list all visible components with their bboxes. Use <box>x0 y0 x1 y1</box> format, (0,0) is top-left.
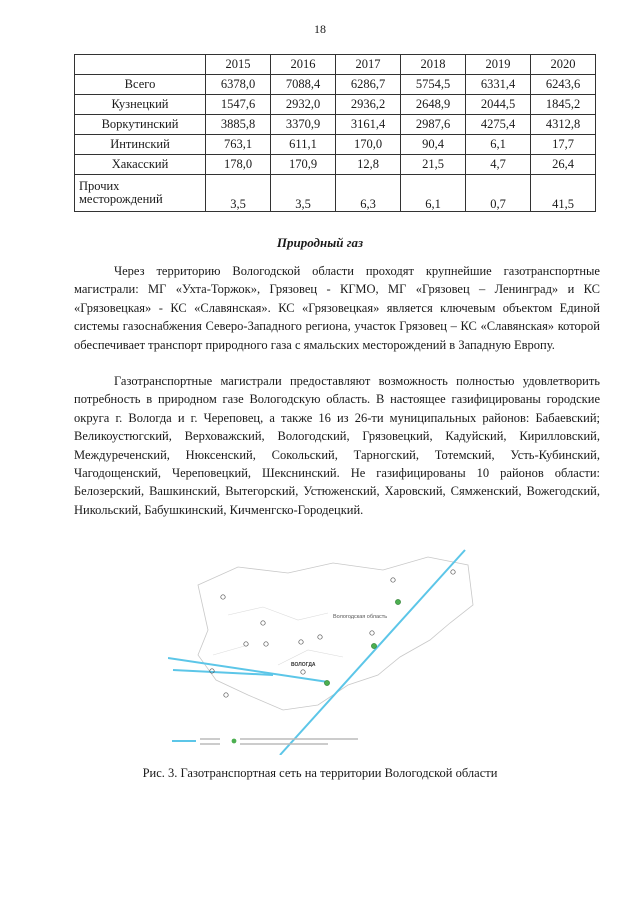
town-node <box>451 570 455 574</box>
value-cell: 2044,5 <box>466 95 531 115</box>
town-node <box>224 693 228 697</box>
value-cell: 6,1 <box>466 135 531 155</box>
value-cell: 6,3 <box>336 175 401 212</box>
pipeline-main <box>280 550 465 755</box>
region-outline <box>198 557 473 710</box>
page-number: 18 <box>314 22 326 36</box>
value-cell: 12,8 <box>336 155 401 175</box>
value-cell: 170,0 <box>336 135 401 155</box>
row-label: Интинский <box>75 135 206 155</box>
value-cell: 3,5 <box>271 175 336 212</box>
paragraph-gasification: Газотранспортные магистрали предоставляют возможность полностью удовлетворить потребность в природном газе Вологодскую область. В настоящее газифицированы городские округа г. Вологда и г. Череповец, а также 16 из 26-ти муниципальных районов: Бабаевский; Великоустюгский, Верховажский, Вологодский, Грязовецкий, Кадуйский, Кирилловский, Междуреченский, Нюксенский, Сокольский, Тарногский, Тотемский, Усть-Кубинский, Чагодощенский, Череповецкий, Шекснинский. Не газифицированы 10 районов области: Белозерский, Вашкинский, Вытегорский, Устюженский, Харовский, Сямженский, Вожегодский, Никольский, Бабушкинский, Кичменгско-Городецкий. <box>74 374 600 517</box>
value-cell: 21,5 <box>401 155 466 175</box>
town-node <box>261 621 265 625</box>
value-cell: 7088,4 <box>271 75 336 95</box>
compressor-node <box>395 599 400 604</box>
table-row <box>75 175 596 212</box>
year-header: 2018 <box>401 55 466 75</box>
region-label: Вологодская область <box>333 614 388 620</box>
row-label: Всего <box>75 75 206 95</box>
town-node <box>221 595 225 599</box>
table-header-row <box>75 55 596 75</box>
value-cell: 170,9 <box>271 155 336 175</box>
value-cell: 6,1 <box>401 175 466 212</box>
value-cell: 5754,5 <box>401 75 466 95</box>
value-cell: 41,5 <box>531 175 596 212</box>
row-label: Прочих месторождений <box>75 175 206 212</box>
town-node <box>391 578 395 582</box>
value-cell: 178,0 <box>206 155 271 175</box>
year-header: 2019 <box>466 55 531 75</box>
value-cell: 3885,8 <box>206 115 271 135</box>
compressor-nodes <box>324 599 400 685</box>
value-cell: 6243,6 <box>531 75 596 95</box>
table-row <box>75 135 596 155</box>
row-label: Воркутинский <box>75 115 206 135</box>
value-cell: 6286,7 <box>336 75 401 95</box>
production-table <box>74 54 596 212</box>
value-cell: 4312,8 <box>531 115 596 135</box>
value-cell: 90,4 <box>401 135 466 155</box>
pipelines <box>168 550 465 755</box>
year-header: 2017 <box>336 55 401 75</box>
value-cell: 17,7 <box>531 135 596 155</box>
table-row <box>75 155 596 175</box>
value-cell: 3370,9 <box>271 115 336 135</box>
row-label: Кузнецкий <box>75 95 206 115</box>
value-cell: 3,5 <box>206 175 271 212</box>
paragraph-pipelines: Через территорию Вологодской области проходят крупнейшие газотранспортные магистрали: МГ «Ухта-Торжок», Грязовец - КГМО, МГ «Грязовец – Ленинград» и КС «Грязовецкая» - КС «Славянская». КС «Грязовецкая» является ключевым объектом Единой системы газоснабжения Северо-Западного региона, участок Грязовец – КС «Славянская» которой обеспечивает транспорт природного газа с ямальских месторождений в Западную Европу. <box>74 264 600 352</box>
legend-node-swatch <box>232 739 237 744</box>
value-cell: 2936,2 <box>336 95 401 115</box>
map-nodes <box>210 570 455 697</box>
value-cell: 4,7 <box>466 155 531 175</box>
row-label: Хакасский <box>75 155 206 175</box>
table-row <box>75 95 596 115</box>
town-node <box>301 670 305 674</box>
year-header: 2015 <box>206 55 271 75</box>
year-header: 2016 <box>271 55 336 75</box>
value-cell: 4275,4 <box>466 115 531 135</box>
value-cell: 6378,0 <box>206 75 271 95</box>
value-cell: 3161,4 <box>336 115 401 135</box>
corner-cell <box>75 55 206 75</box>
town-node <box>299 640 303 644</box>
value-cell: 2987,6 <box>401 115 466 135</box>
value-cell: 26,4 <box>531 155 596 175</box>
compressor-node <box>371 643 376 648</box>
value-cell: 1547,6 <box>206 95 271 115</box>
town-node <box>370 631 374 635</box>
district-border <box>213 607 343 665</box>
value-cell: 763,1 <box>206 135 271 155</box>
value-cell: 1845,2 <box>531 95 596 115</box>
table-row <box>75 75 596 95</box>
gas-network-map <box>168 545 480 755</box>
value-cell: 611,1 <box>271 135 336 155</box>
town-node <box>318 635 322 639</box>
value-cell: 6331,4 <box>466 75 531 95</box>
table-row <box>75 115 596 135</box>
town-node <box>264 642 268 646</box>
value-cell: 0,7 <box>466 175 531 212</box>
year-header: 2020 <box>531 55 596 75</box>
city-label: ВОЛОГДА <box>291 662 316 668</box>
value-cell: 2648,9 <box>401 95 466 115</box>
figure-caption: Рис. 3. Газотранспортная сеть на территории Вологодской области <box>142 766 498 780</box>
compressor-node <box>324 680 329 685</box>
value-cell: 2932,0 <box>271 95 336 115</box>
section-title: Природный газ <box>276 235 364 250</box>
